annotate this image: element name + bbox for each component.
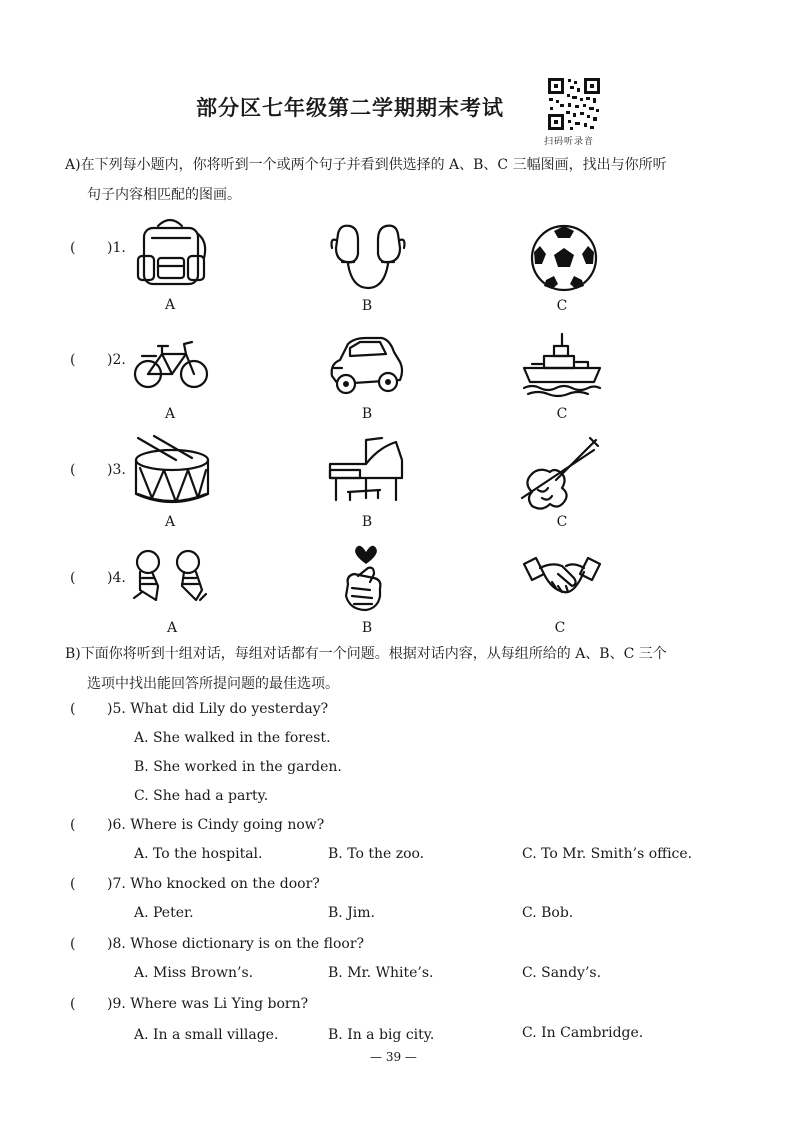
page-title: 部分区七年级第二学期期末考试 <box>196 95 504 120</box>
question-number: )3. <box>107 462 126 478</box>
qr-code-icon <box>546 76 602 132</box>
option-c: C. To Mr. Smith’s office. <box>522 846 693 862</box>
answer-bracket: ( <box>70 936 76 952</box>
answer-bracket: ( <box>70 876 76 892</box>
option-label-b: B <box>361 298 373 314</box>
backpack-icon <box>130 212 210 292</box>
option-label-b: B <box>361 514 373 530</box>
bicycle-icon <box>132 326 212 406</box>
option-b: B. She worked in the garden. <box>134 759 342 775</box>
option-label-c: C <box>554 620 566 636</box>
page-number: — 39 — <box>370 1050 417 1064</box>
qr-caption: 扫码听录音 <box>544 137 595 147</box>
answer-bracket: ( <box>70 570 76 586</box>
answer-bracket: ( <box>70 352 76 368</box>
option-label-a: A <box>166 620 178 636</box>
mittens-icon <box>328 218 408 298</box>
question-text: )9. Where was Li Ying born? <box>107 996 309 1012</box>
option-a: A. Peter. <box>134 905 194 921</box>
section-a-instruction-line1: A)在下列每小题内，你将听到一个或两个句子并看到供选择的 A、B、C 三幅图画，找出与你所听 <box>65 157 667 173</box>
answer-bracket: ( <box>70 701 76 717</box>
option-a: A. She walked in the forest. <box>134 730 331 746</box>
answer-bracket: ( <box>70 462 76 478</box>
ship-icon <box>522 328 602 408</box>
soccer-ball-icon <box>524 218 604 298</box>
option-label-b: B <box>361 406 373 422</box>
option-c: C. She had a party. <box>134 788 269 804</box>
question-text: )8. Whose dictionary is on the floor? <box>107 936 365 952</box>
option-b: B. To the zoo. <box>328 846 425 862</box>
violin-icon <box>520 432 600 512</box>
option-label-c: C <box>556 514 568 530</box>
car-icon <box>326 326 406 406</box>
option-c: C. Bob. <box>522 905 574 921</box>
handshake-icon <box>522 544 602 624</box>
question-text: )6. Where is Cindy going now? <box>107 817 325 833</box>
option-a: A. Miss Brown’s. <box>134 965 254 981</box>
finger-heart-icon <box>330 538 410 618</box>
question-number: )1. <box>107 240 126 256</box>
option-c: C. Sandy’s. <box>522 965 602 981</box>
option-label-c: C <box>556 298 568 314</box>
section-a-instruction-line2: 句子内容相匹配的图画。 <box>87 187 241 203</box>
question-text: )5. What did Lily do yesterday? <box>107 701 329 717</box>
answer-bracket: ( <box>70 240 76 256</box>
option-label-a: A <box>164 406 176 422</box>
question-number: )4. <box>107 570 126 586</box>
option-b: B. Mr. White’s. <box>328 965 434 981</box>
drum-icon <box>132 434 212 514</box>
option-label-a: A <box>164 514 176 530</box>
option-b: B. In a big city. <box>328 1027 435 1043</box>
answer-bracket: ( <box>70 996 76 1012</box>
option-b: B. Jim. <box>328 905 376 921</box>
section-b-instruction-line1: B)下面你将听到十组对话，每组对话都有一个问题。根据对话内容，从每组所给的 A、B、C 三个 <box>65 646 667 662</box>
section-b-instruction-line2: 选项中找出能回答所提问题的最佳选项。 <box>87 676 339 692</box>
question-number: )2. <box>107 352 126 368</box>
option-a: A. In a small village. <box>134 1027 279 1043</box>
option-label-b: B <box>361 620 373 636</box>
option-c: C. In Cambridge. <box>522 1025 644 1041</box>
option-label-c: C <box>556 406 568 422</box>
option-a: A. To the hospital. <box>134 846 263 862</box>
option-label-a: A <box>164 297 176 313</box>
question-text: )7. Who knocked on the door? <box>107 876 320 892</box>
waving-hands-icon <box>130 542 210 622</box>
piano-icon <box>326 434 406 514</box>
answer-bracket: ( <box>70 817 76 833</box>
